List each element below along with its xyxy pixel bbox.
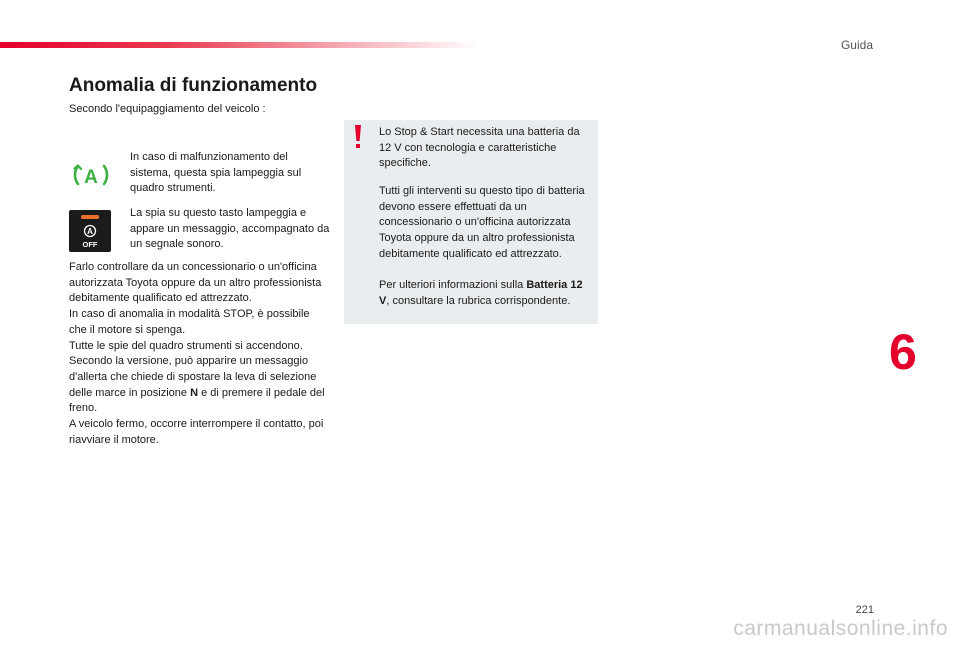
body-paragraph-2: In caso di anomalia in modalità STOP, è possibile che il motore si spenga. — [69, 308, 310, 336]
off-button-label: OFF — [82, 240, 98, 249]
body-p4-pre: Secondo la versione, può apparire un messaggio d'allerta che chiede di spostare la leva di selezione delle marce in posizione — [69, 355, 317, 399]
page-number: 221 — [855, 604, 874, 616]
page-subtitle: Secondo l'equipaggiamento del veicolo : — [69, 103, 266, 115]
header-accent-bar — [0, 42, 480, 48]
gear-position-n: N — [190, 386, 199, 399]
body-paragraph-3: Tutte le spie del quadro strumenti si accendono. — [69, 339, 303, 352]
item-1-text: In caso di malfunzionamento del sistema, questa spia lampeggia sul quadro strumenti. — [130, 151, 302, 195]
warning-paragraph-1: Lo Stop & Start necessita una batteria da 12 V con tecnologia e caratteristiche specifiche. — [379, 126, 580, 170]
chapter-number: 6 — [889, 324, 917, 380]
item-2-text: La spia su questo tasto lampeggia e appare un messaggio, accompagnato da un segnale sonoro. — [130, 207, 330, 251]
auto-stop-a-letter: A — [84, 167, 98, 188]
section-label: Guida — [840, 38, 873, 52]
body-paragraph-1: Farlo controllare da un concessionario o un'officina autorizzata Toyota oppure da un altro professionista debitamente qualificato ed attrezzato. — [69, 261, 322, 305]
warning-p3-post: , consultare la rubrica corrispondente. — [386, 294, 571, 307]
exclamation-icon — [352, 124, 364, 150]
warning-paragraph-2: Tutti gli interventi su questo tipo di batteria devono essere effettuati da un concessionario o un'officina autorizzata Toyota oppure da un altro professionista debitamente qualificato ed attrezzato. — [379, 185, 585, 260]
a-off-button-icon — [69, 210, 111, 252]
body-paragraph-4 — [69, 354, 329, 417]
warning-paragraph-3 — [379, 278, 589, 309]
watermark: carmanualsonline.info — [733, 617, 948, 640]
auto-stop-a-icon — [72, 160, 110, 190]
page-title: Anomalia di funzionamento — [69, 75, 318, 96]
body-paragraph-5: A veicolo fermo, occorre interrompere il contatto, poi riavviare il motore. — [69, 418, 324, 446]
a-off-button-graphic — [69, 210, 111, 252]
body-p4-post: e di premere il pedale del freno. — [69, 386, 325, 415]
body-text — [69, 260, 329, 448]
warning-p3-pre: Per ulteriori informazioni sulla — [379, 279, 527, 291]
battery-12v-link[interactable]: Batteria 12 V — [379, 279, 583, 307]
off-button-a-letter: A — [87, 227, 93, 237]
